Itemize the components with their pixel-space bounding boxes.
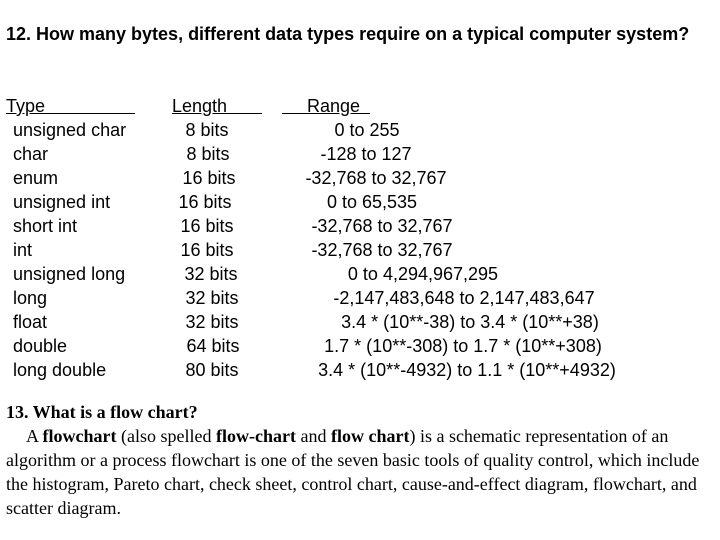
table-row <box>0 214 720 238</box>
cell-type: short int <box>13 216 78 236</box>
table-row <box>0 238 720 262</box>
cell-range: -128 to 127 <box>320 144 412 164</box>
cell-length: 16 bits <box>180 240 234 260</box>
cell-range: 0 to 65,535 <box>326 192 418 212</box>
cell-range: 3.4 * (10**-38) to 3.4 * (10**+38) <box>341 312 599 332</box>
cell-type: float <box>13 312 48 332</box>
table-row <box>0 190 720 214</box>
header-length: Length <box>172 96 263 116</box>
cell-length: 32 bits <box>185 312 239 332</box>
cell-range: 0 to 255 <box>334 120 400 140</box>
cell-range: -2,147,483,648 to 2,147,483,647 <box>333 288 595 308</box>
cell-range: 3.4 * (10**-4932) to 1.1 * (10**+4932) <box>318 360 616 380</box>
cell-type: long <box>13 288 48 308</box>
cell-length: 16 bits <box>180 216 234 236</box>
table-row <box>0 142 720 166</box>
answer-text: A <box>26 426 43 446</box>
cell-length: 80 bits <box>185 360 239 380</box>
answer-term: flow-chart <box>215 426 296 446</box>
header-type: Type <box>6 96 136 116</box>
answer-text: and <box>295 426 331 446</box>
cell-length: 8 bits <box>185 120 229 140</box>
answer-text: ) is a schematic representation of an algorithm or a process flowchart is one of the seven basic tools of quality control, which include the histogram, Pareto chart, check sheet, control chart, cause-and-effect diagram, flowchart, and scatter diagram. <box>6 426 700 518</box>
table-row <box>0 262 720 286</box>
table-row <box>0 286 720 310</box>
cell-range: -32,768 to 32,767 <box>311 240 453 260</box>
table-row <box>0 166 720 190</box>
cell-type: char <box>13 144 49 164</box>
cell-range: -32,768 to 32,767 <box>311 216 453 236</box>
cell-type: int <box>13 240 33 260</box>
cell-type: unsigned int <box>13 192 111 212</box>
question-12-title: 12. How many bytes, different data types require on a typical computer system? <box>6 24 690 44</box>
question-13 <box>6 400 714 520</box>
header-range: Range <box>282 96 371 116</box>
question-13-title: 13. What is a flow chart? <box>6 402 198 422</box>
cell-length: 16 bits <box>182 168 236 188</box>
cell-type: unsigned char <box>13 120 127 140</box>
cell-type: enum <box>13 168 59 188</box>
question-13-answer <box>6 424 714 520</box>
cell-length: 16 bits <box>178 192 232 212</box>
cell-type: long double <box>13 360 107 380</box>
answer-term: flow chart <box>330 426 410 446</box>
answer-term: flowchart <box>42 426 117 446</box>
cell-type: unsigned long <box>13 264 126 284</box>
cell-length: 8 bits <box>186 144 230 164</box>
answer-text: (also spelled <box>116 426 216 446</box>
cell-length: 32 bits <box>184 264 238 284</box>
cell-range: 1.7 * (10**-308) to 1.7 * (10**+308) <box>324 336 602 356</box>
table-row <box>0 118 720 142</box>
cell-length: 32 bits <box>185 288 239 308</box>
table-row <box>0 358 720 382</box>
cell-range: -32,768 to 32,767 <box>305 168 447 188</box>
cell-range: 0 to 4,294,967,295 <box>347 264 499 284</box>
table-row <box>0 334 720 358</box>
table-row <box>0 310 720 334</box>
cell-type: double <box>13 336 68 356</box>
cell-length: 64 bits <box>186 336 240 356</box>
